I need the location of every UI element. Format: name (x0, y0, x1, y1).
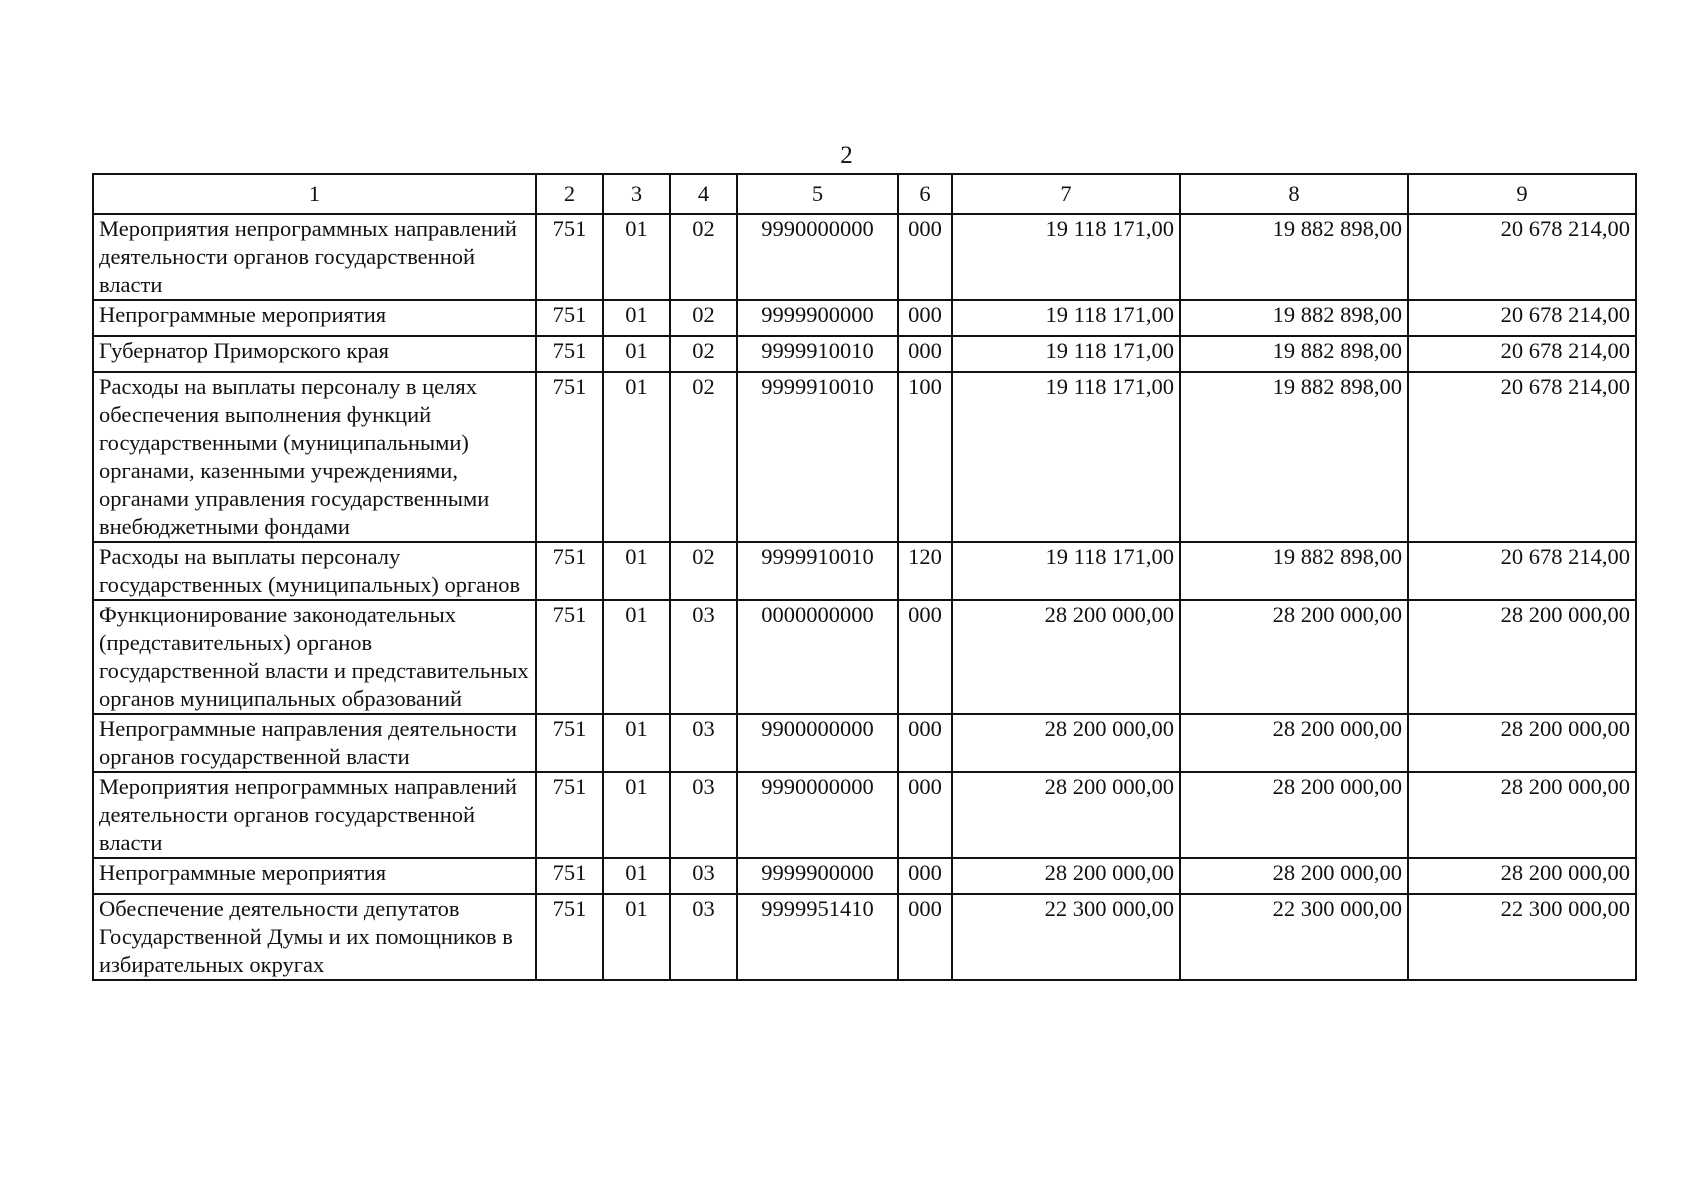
amount-col8-cell: 22 300 000,00 (1180, 894, 1408, 980)
table-row (93, 214, 1636, 300)
expense-type-cell: 000 (898, 894, 952, 980)
section-cell: 01 (603, 858, 670, 894)
amount-col7-cell: 19 118 171,00 (952, 372, 1180, 542)
column-header-7: 7 (952, 174, 1180, 214)
admin-code-cell: 751 (536, 336, 603, 372)
admin-code-cell: 751 (536, 600, 603, 714)
subsection-cell: 03 (670, 714, 737, 772)
amount-col9-cell: 28 200 000,00 (1408, 714, 1636, 772)
amount-col7-cell: 19 118 171,00 (952, 336, 1180, 372)
row-name-cell: Губернатор Приморского края (93, 336, 536, 372)
row-name-cell: Непрограммные направления деятельности органов государственной власти (93, 714, 536, 772)
amount-col7-cell: 19 118 171,00 (952, 214, 1180, 300)
row-name-cell: Расходы на выплаты персоналу в целях обеспечения выполнения функций государственными (муниципальными) органами, казенными учреждениями, органами управления государственными внебюджетными фондами (93, 372, 536, 542)
target-article-cell: 9999900000 (737, 300, 898, 336)
admin-code-cell: 751 (536, 214, 603, 300)
admin-code-cell: 751 (536, 772, 603, 858)
amount-col9-cell: 20 678 214,00 (1408, 336, 1636, 372)
amount-col9-cell: 28 200 000,00 (1408, 772, 1636, 858)
section-cell: 01 (603, 894, 670, 980)
amount-col8-cell: 19 882 898,00 (1180, 372, 1408, 542)
amount-col9-cell: 20 678 214,00 (1408, 542, 1636, 600)
section-cell: 01 (603, 714, 670, 772)
row-name-cell: Мероприятия непрограммных направлений деятельности органов государственной власти (93, 214, 536, 300)
row-name-cell: Непрограммные мероприятия (93, 300, 536, 336)
amount-col8-cell: 28 200 000,00 (1180, 714, 1408, 772)
expense-type-cell: 000 (898, 214, 952, 300)
target-article-cell: 9990000000 (737, 214, 898, 300)
column-header-4: 4 (670, 174, 737, 214)
column-header-9: 9 (1408, 174, 1636, 214)
expense-type-cell: 000 (898, 858, 952, 894)
amount-col7-cell: 19 118 171,00 (952, 300, 1180, 336)
subsection-cell: 02 (670, 214, 737, 300)
subsection-cell: 02 (670, 372, 737, 542)
expense-type-cell: 000 (898, 772, 952, 858)
table-row (93, 600, 1636, 714)
admin-code-cell: 751 (536, 542, 603, 600)
admin-code-cell: 751 (536, 894, 603, 980)
section-cell: 01 (603, 214, 670, 300)
amount-col8-cell: 19 882 898,00 (1180, 214, 1408, 300)
subsection-cell: 03 (670, 772, 737, 858)
amount-col9-cell: 22 300 000,00 (1408, 894, 1636, 980)
expense-type-cell: 000 (898, 336, 952, 372)
table-row (93, 772, 1636, 858)
amount-col8-cell: 28 200 000,00 (1180, 772, 1408, 858)
amount-col8-cell: 19 882 898,00 (1180, 542, 1408, 600)
amount-col7-cell: 28 200 000,00 (952, 772, 1180, 858)
table-row (93, 858, 1636, 894)
expense-type-cell: 000 (898, 300, 952, 336)
row-name-cell: Функционирование законодательных (представительных) органов государственной власти и представительных органов муниципальных образований (93, 600, 536, 714)
expense-type-cell: 120 (898, 542, 952, 600)
header-row (93, 174, 1636, 214)
budget-table (92, 173, 1637, 981)
row-name-cell: Непрограммные мероприятия (93, 858, 536, 894)
amount-col8-cell: 19 882 898,00 (1180, 300, 1408, 336)
amount-col9-cell: 28 200 000,00 (1408, 858, 1636, 894)
admin-code-cell: 751 (536, 300, 603, 336)
target-article-cell: 9999910010 (737, 542, 898, 600)
section-cell: 01 (603, 600, 670, 714)
subsection-cell: 03 (670, 858, 737, 894)
amount-col8-cell: 28 200 000,00 (1180, 858, 1408, 894)
subsection-cell: 02 (670, 300, 737, 336)
table-row (93, 542, 1636, 600)
admin-code-cell: 751 (536, 858, 603, 894)
column-header-8: 8 (1180, 174, 1408, 214)
row-name-cell: Мероприятия непрограммных направлений деятельности органов государственной власти (93, 772, 536, 858)
subsection-cell: 02 (670, 336, 737, 372)
target-article-cell: 9900000000 (737, 714, 898, 772)
expense-type-cell: 000 (898, 714, 952, 772)
column-header-5: 5 (737, 174, 898, 214)
column-header-3: 3 (603, 174, 670, 214)
row-name-cell: Расходы на выплаты персоналу государственных (муниципальных) органов (93, 542, 536, 600)
amount-col9-cell: 20 678 214,00 (1408, 300, 1636, 336)
table-row (93, 336, 1636, 372)
column-header-2: 2 (536, 174, 603, 214)
amount-col8-cell: 28 200 000,00 (1180, 600, 1408, 714)
section-cell: 01 (603, 772, 670, 858)
subsection-cell: 03 (670, 600, 737, 714)
page-number: 2 (840, 142, 853, 169)
subsection-cell: 03 (670, 894, 737, 980)
admin-code-cell: 751 (536, 372, 603, 542)
column-header-1: 1 (93, 174, 536, 214)
expense-type-cell: 000 (898, 600, 952, 714)
target-article-cell: 9990000000 (737, 772, 898, 858)
amount-col9-cell: 28 200 000,00 (1408, 600, 1636, 714)
expense-type-cell: 100 (898, 372, 952, 542)
amount-col7-cell: 28 200 000,00 (952, 600, 1180, 714)
target-article-cell: 0000000000 (737, 600, 898, 714)
section-cell: 01 (603, 372, 670, 542)
amount-col9-cell: 20 678 214,00 (1408, 214, 1636, 300)
target-article-cell: 9999900000 (737, 858, 898, 894)
table-row (93, 372, 1636, 542)
table-row (93, 714, 1636, 772)
section-cell: 01 (603, 542, 670, 600)
table-row (93, 300, 1636, 336)
section-cell: 01 (603, 336, 670, 372)
amount-col7-cell: 19 118 171,00 (952, 542, 1180, 600)
table-row (93, 894, 1636, 980)
target-article-cell: 9999910010 (737, 372, 898, 542)
amount-col8-cell: 19 882 898,00 (1180, 336, 1408, 372)
amount-col9-cell: 20 678 214,00 (1408, 372, 1636, 542)
section-cell: 01 (603, 300, 670, 336)
subsection-cell: 02 (670, 542, 737, 600)
admin-code-cell: 751 (536, 714, 603, 772)
amount-col7-cell: 28 200 000,00 (952, 714, 1180, 772)
row-name-cell: Обеспечение деятельности депутатов Государственной Думы и их помощников в избирательных округах (93, 894, 536, 980)
target-article-cell: 9999910010 (737, 336, 898, 372)
amount-col7-cell: 22 300 000,00 (952, 894, 1180, 980)
amount-col7-cell: 28 200 000,00 (952, 858, 1180, 894)
target-article-cell: 9999951410 (737, 894, 898, 980)
column-header-6: 6 (898, 174, 952, 214)
